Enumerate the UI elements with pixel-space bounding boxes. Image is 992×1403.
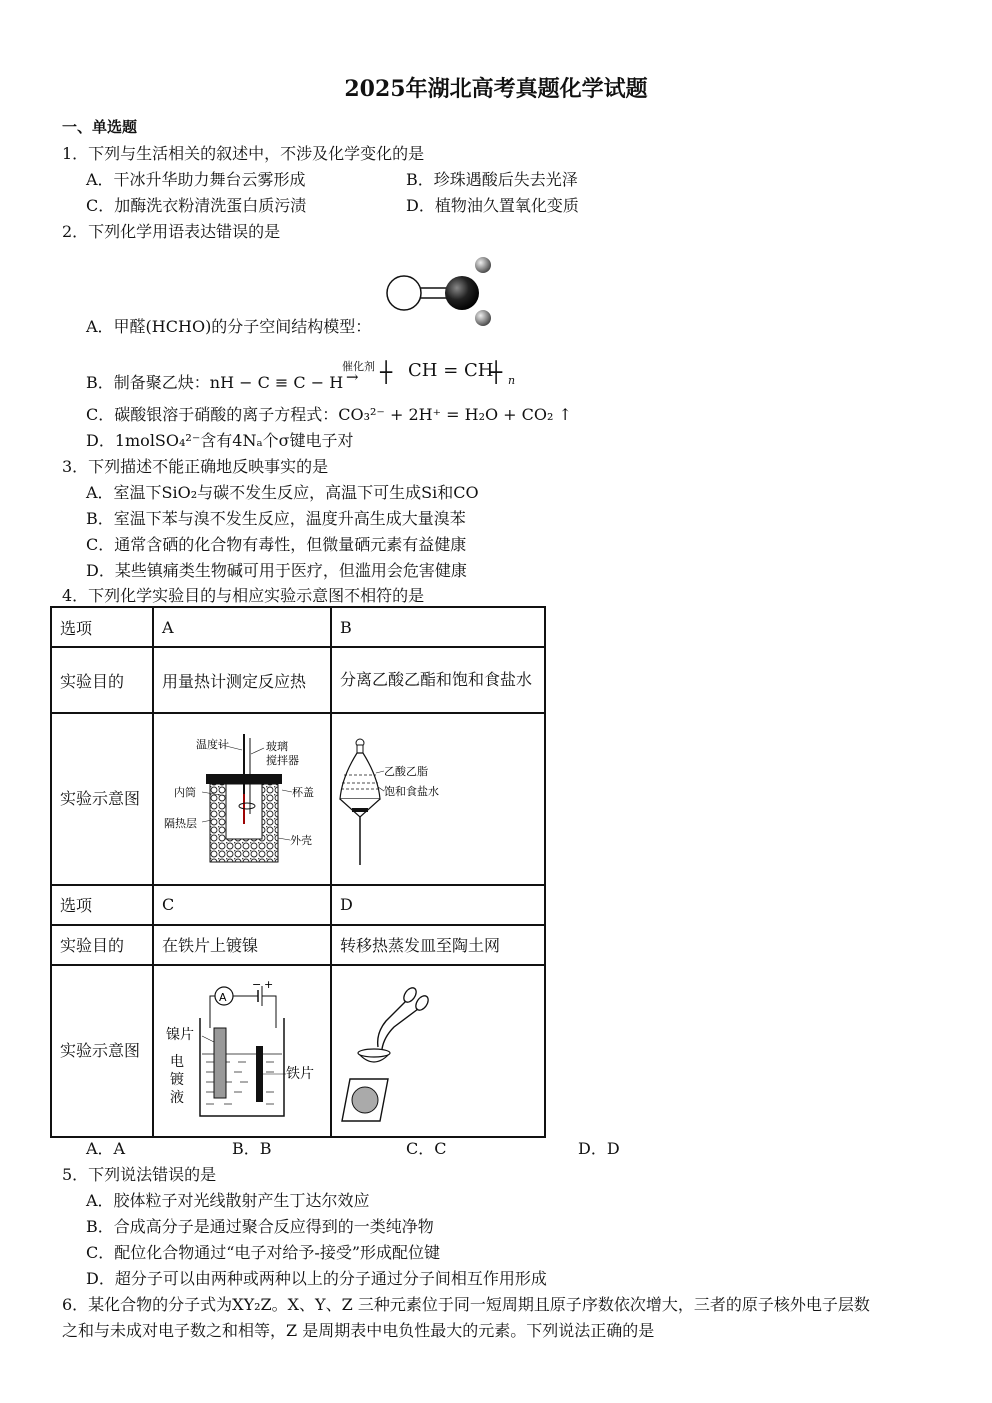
label-thermometer: 温度计 (196, 738, 229, 751)
reaction-arrow: → (346, 368, 359, 386)
question-6-line-2: 之和与未成对电子数之和相等，Z 是周期表中电负性最大的元素。下列说法正确的是 (62, 1321, 655, 1340)
q3-option-a: A．室温下SiO₂与碳不发生反应，高温下可生成Si和CO (86, 483, 479, 502)
header-figure-2: 实验示意图 (51, 965, 153, 1137)
separatory-funnel-cell (331, 713, 545, 885)
question-2-stem: 2．下列化学用语表达错误的是 (62, 222, 281, 241)
formaldehyde-model-figure (382, 252, 502, 332)
q1-option-c: C．加酶洗衣粉清洗蛋白质污渍 (86, 196, 307, 215)
polymer-bracket-left: ┼ (380, 360, 393, 384)
electroplating-cell (153, 965, 331, 1137)
separatory-funnel-figure (332, 717, 544, 880)
q2-option-b: B．制备聚乙炔：nH − C ≡ C − H (86, 373, 344, 392)
b-purpose: 分离乙酸乙酯和饱和食盐水 (331, 647, 545, 713)
col-b-label: B (331, 607, 545, 647)
q3-option-b: B．室温下苯与溴不发生反应，温度升高生成大量溴苯 (86, 509, 466, 528)
a-purpose: 用量热计测定反应热 (153, 647, 331, 713)
q5-option-d: D．超分子可以由两种或两种以上的分子通过分子间相互作用形成 (86, 1269, 547, 1288)
q4-answer-c: C．C (406, 1139, 447, 1158)
minus-sign: − (252, 977, 262, 991)
tongs-dish-figure (332, 969, 544, 1132)
label-plating-3: 液 (170, 1089, 184, 1106)
label-brine: 饱和食盐水 (384, 785, 439, 799)
c-purpose: 在铁片上镀镍 (153, 925, 331, 965)
q1-option-a: A．干冰升华助力舞台云雾形成 (86, 170, 306, 189)
label-plating-1: 电 (170, 1053, 184, 1070)
electroplating-figure (154, 966, 330, 1136)
question-5-stem: 5．下列说法错误的是 (62, 1165, 217, 1184)
q1-option-d: D．植物油久置氧化变质 (406, 196, 579, 215)
label-outer-shell: 外壳 (290, 834, 312, 847)
question-6-line-1: 6．某化合物的分子式为XY₂Z。X、Y、Z 三种元素位于同一短周期且原子序数依次增大，三者的原子核外电子层数 (62, 1295, 870, 1314)
polymer-degree-n: n (508, 374, 516, 387)
header-purpose: 实验目的 (51, 647, 153, 713)
question-3-stem: 3．下列描述不能正确地反映事实的是 (62, 457, 329, 476)
plus-sign: + (264, 977, 274, 991)
header-option-2: 选项 (51, 885, 153, 925)
label-inner-cup: 内筒 (174, 786, 196, 799)
header-purpose-2: 实验目的 (51, 925, 153, 965)
q2-option-c: C．碳酸银溶于硝酸的离子方程式：CO₃²⁻ + 2H⁺ = H₂O + CO₂ ↑ (86, 405, 572, 424)
q2-option-d: D．1molSO₄²⁻含有4Nₐ个σ键电子对 (86, 431, 354, 450)
q4-answer-d: D．D (578, 1139, 620, 1158)
q1-option-b: B．珍珠遇酸后失去光泽 (406, 170, 578, 189)
header-figure-1: 实验示意图 (51, 713, 153, 885)
label-insulation: 隔热层 (164, 817, 197, 830)
q3-option-c: C．通常含硒的化合物有毒性，但微量硒元素有益健康 (86, 535, 467, 554)
label-stirrer: 搅拌器 (266, 754, 299, 767)
calorimeter-cell (153, 713, 331, 885)
q2-option-a: A．甲醛(HCHO)的分子空间结构模型： (86, 317, 372, 336)
label-nickel-plate: 镍片 (166, 1026, 194, 1043)
label-iron-plate: 铁片 (286, 1065, 314, 1082)
q5-option-a: A．胶体粒子对光线散射产生丁达尔效应 (86, 1191, 370, 1210)
label-glass: 玻璃 (266, 740, 288, 753)
catalyst-label: 催化剂 (342, 360, 375, 373)
label-lid: 杯盖 (292, 786, 314, 799)
ammeter-label: A (219, 990, 227, 1004)
q4-answer-a: A．A (86, 1139, 126, 1158)
q4-answer-b: B．B (232, 1139, 272, 1158)
d-purpose: 转移热蒸发皿至陶土网 (331, 925, 545, 965)
col-d-label: D (331, 885, 545, 925)
page-title: 2025年湖北高考真题化学试题 (344, 76, 648, 102)
question-1-stem: 1．下列与生活相关的叙述中，不涉及化学变化的是 (62, 144, 425, 163)
label-ethyl-acetate: 乙酸乙脂 (384, 765, 428, 779)
polymer-bracket-right: ┼ (490, 360, 503, 384)
header-option: 选项 (51, 607, 153, 647)
tongs-dish-cell (331, 965, 545, 1137)
calorimeter-figure (154, 714, 330, 884)
q3-option-d: D．某些镇痛类生物碱可用于医疗，但滥用会危害健康 (86, 561, 467, 580)
q5-option-c: C．配位化合物通过“电子对给予-接受”形成配位键 (86, 1243, 441, 1262)
col-a-label: A (153, 607, 331, 647)
q5-option-b: B．合成高分子是通过聚合反应得到的一类纯净物 (86, 1217, 434, 1236)
experiment-table (50, 606, 546, 1138)
label-plating-2: 镀 (170, 1071, 184, 1088)
question-4-stem: 4．下列化学实验目的与相应实验示意图不相符的是 (62, 586, 425, 605)
polyacetylene-unit: CH = CH (408, 360, 494, 381)
section-heading: 一、单选题 (62, 118, 138, 136)
col-c-label: C (153, 885, 331, 925)
